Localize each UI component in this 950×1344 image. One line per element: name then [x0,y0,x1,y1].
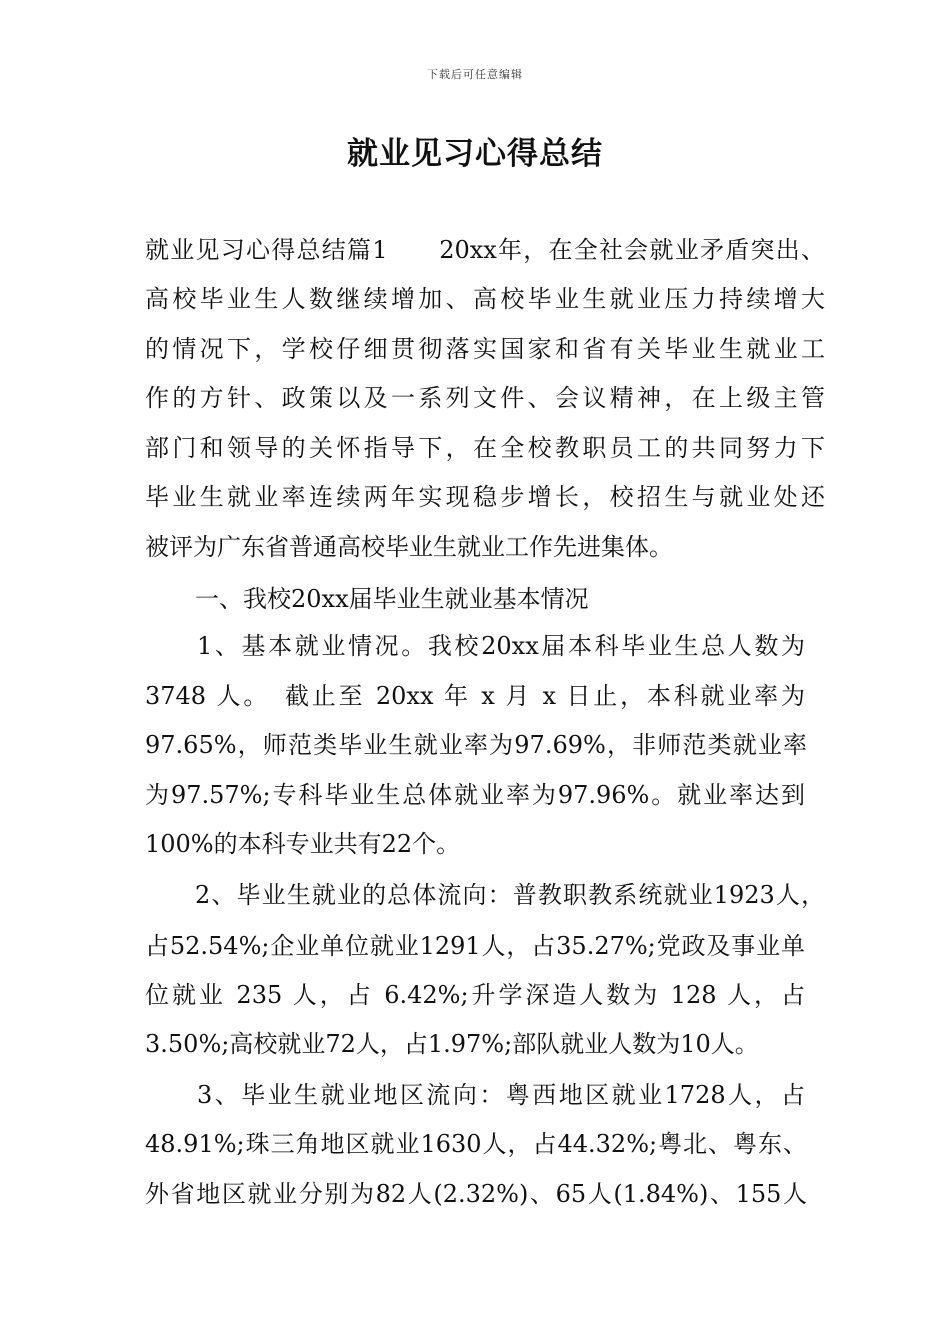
body-line: 被评为广东省普通高校毕业生就业工作先进集体。 [145,533,673,561]
body-line: 毕业生就业率连续两年实现稳步增长，校招生与就业处还 [145,483,825,511]
body-line: 部门和领导的关怀指导下，在全校教职员工的共同努力下 [145,434,825,462]
body-line: 48.91%;珠三角地区就业1630人，占44.32%;粤北、粤东、 [145,1130,807,1158]
body-line: 的情况下，学校仔细贯彻落实国家和省有关毕业生就业工 [145,335,825,363]
section-heading: 一、我校20xx届毕业生就业基本情况 [195,585,589,613]
body-line: 3、毕业生就业地区流向：粤西地区就业1728人，占 [197,1081,805,1109]
body-line: 3748 人。 截止至 20xx 年 x 月 x 日止，本科就业率为 [145,682,805,710]
document-title: 就业见习心得总结 [347,136,603,172]
body-line: 2、毕业生就业的总体流向：普教职教系统就业1923人， [195,881,825,909]
body-line: 100%的本科专业共有22个。 [145,830,461,858]
body-line: 占52.54%;企业单位就业1291人，占35.27%;党政及事业单 [145,932,805,960]
body-line: 3.50%;高校就业72人，占1.97%;部队就业人数为10人。 [145,1030,759,1058]
header-note: 下载后可任意编辑 [427,68,523,81]
body-line: 为97.57%;专科毕业生总体就业率为97.96%。就业率达到 [145,781,805,809]
body-line: 1、基本就业情况。我校20xx届本科毕业生总人数为 [197,632,805,660]
body-line: 作的方针、政策以及一系列文件、会议精神，在上级主管 [145,384,825,412]
body-line: 位就业 235 人，占 6.42%;升学深造人数为 128 人，占 [145,981,805,1009]
body-line: 97.65%，师范类毕业生就业率为97.69%，非师范类就业率 [145,731,807,759]
body-line: 外省地区就业分别为82人(2.32%)、65人(1.84%)、155人 [145,1180,807,1208]
body-line: 高校毕业生人数继续增加、高校毕业生就业压力持续增大 [145,285,825,313]
body-line: 就业见习心得总结篇1 20xx年，在全社会就业矛盾突出、 [145,236,825,264]
